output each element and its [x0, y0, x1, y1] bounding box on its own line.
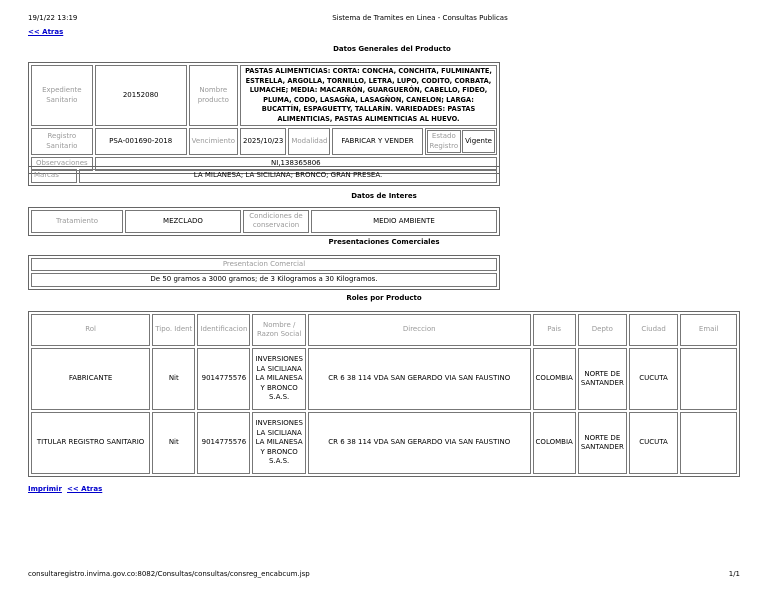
col-pais: Pais	[533, 314, 576, 346]
tipo-ident-cell: Nit	[152, 348, 195, 410]
condiciones-label: Condiciones de conservacion	[243, 210, 309, 233]
presentaciones-table	[28, 255, 500, 290]
nombre-value: PASTAS ALIMENTICIAS: CORTA: CONCHA, CONCHITA, FULMINANTE, ESTRELLA, ARGOLLA, TORNILLO, LETRA, LUPO, CODITO, CORBATA, LUMACHE; MEDIA: MACARRÓN, GUARGUERÓN, CABELLO, FIDEO, PLUMA, CODO, LASAGÑA, LASAGÑON, CANELON; LARGA: BUCATTÍN, ESPAGUETTY, TALLARÍN. VARIEDADES: PASTAS ALIMENTICIAS, PASTAS ALIMENTICIAS AL HUEVO.	[240, 65, 497, 126]
col-identificacion: Identificacion	[197, 314, 250, 346]
back-link-bottom[interactable]: << Atras	[67, 485, 103, 493]
col-email: Email	[680, 314, 737, 346]
estado-cell	[425, 128, 497, 155]
condiciones-value: MEDIO AMBIENTE	[311, 210, 497, 233]
identificacion-cell: 9014775576	[197, 348, 250, 410]
direccion-cell: CR 6 38 114 VDA SAN GERARDO VIA SAN FAUSTINO	[308, 348, 531, 410]
print-link[interactable]: Imprimir	[28, 485, 62, 493]
modalidad-label: Modalidad	[288, 128, 330, 155]
nombre-label: Nombre producto	[189, 65, 238, 126]
presentacion-value: De 50 gramos a 3000 gramos; de 3 Kilogramos a 30 Kilogramos.	[31, 273, 497, 286]
email-cell	[680, 348, 737, 410]
expediente-label: Expediente Sanitario	[31, 65, 93, 126]
back-link[interactable]: << Atras	[28, 28, 64, 36]
tratamiento-value: MEZCLADO	[125, 210, 241, 233]
depto-cell: NORTE DE SANTANDER	[578, 412, 627, 474]
registro-value: PSA-001690-2018	[95, 128, 187, 155]
tipo-ident-cell: Nit	[152, 412, 195, 474]
expediente-value: 20152080	[95, 65, 187, 126]
identificacion-cell: 9014775576	[197, 412, 250, 474]
roles-section-title: Roles por Producto	[346, 294, 422, 302]
col-rol: Rol	[31, 314, 150, 346]
ciudad-cell: CUCUTA	[629, 348, 678, 410]
col-direccion: Direccion	[308, 314, 531, 346]
modalidad-value: FABRICAR Y VENDER	[332, 128, 422, 155]
roles-table	[28, 311, 740, 477]
bottom-links	[28, 476, 102, 495]
rol-cell: TITULAR REGISTRO SANITARIO	[31, 412, 150, 474]
pais-cell: COLOMBIA	[533, 348, 576, 410]
table-row	[31, 412, 737, 474]
observaciones-value: NI,138365806	[95, 157, 497, 171]
print-datetime: 19/1/22 13:19	[28, 14, 78, 22]
page-number: 1/1	[728, 570, 740, 578]
registro-label: Registro Sanitario	[31, 128, 93, 155]
footer-url: consultaregistro.invima.gov.co:8082/Consultas/consultas/consreg_encabcum.jsp	[28, 570, 310, 578]
general-table	[28, 62, 500, 174]
depto-cell: NORTE DE SANTANDER	[578, 348, 627, 410]
marcas-table	[28, 166, 500, 186]
marcas-label: Marcas	[31, 169, 77, 183]
interes-table	[28, 207, 500, 236]
estado-label: Estado Registro	[427, 130, 462, 153]
estado-value: Vigente	[462, 130, 495, 153]
nombre-cell: INVERSIONES LA SICILIANA LA MILANESA Y BRONCO S.A.S.	[252, 348, 306, 410]
email-cell	[680, 412, 737, 474]
col-ciudad: Ciudad	[629, 314, 678, 346]
col-depto: Depto	[578, 314, 627, 346]
vencimiento-label: Vencimiento	[189, 128, 238, 155]
table-row	[31, 348, 737, 410]
general-section-title: Datos Generales del Producto	[333, 45, 451, 53]
presentacion-header: Presentacion Comercial	[31, 258, 497, 271]
rol-cell: FABRICANTE	[31, 348, 150, 410]
observaciones-label: Observaciones	[31, 157, 93, 171]
tratamiento-label: Tratamiento	[31, 210, 123, 233]
pais-cell: COLOMBIA	[533, 412, 576, 474]
col-tipo-ident: Tipo. Ident	[152, 314, 195, 346]
ciudad-cell: CUCUTA	[629, 412, 678, 474]
interes-section-title: Datos de Interes	[351, 192, 417, 200]
col-nombre: Nombre / Razon Social	[252, 314, 306, 346]
presentaciones-section-title: Presentaciones Comerciales	[328, 238, 440, 246]
vencimiento-value: 2025/10/23	[240, 128, 286, 155]
marcas-value: LA MILANESA; LA SICILIANA; BRONCO; GRAN PRESEA.	[79, 169, 497, 183]
roles-header-row	[31, 314, 737, 346]
nombre-cell: INVERSIONES LA SICILIANA LA MILANESA Y BRONCO S.A.S.	[252, 412, 306, 474]
direccion-cell: CR 6 38 114 VDA SAN GERARDO VIA SAN FAUSTINO	[308, 412, 531, 474]
page-title: Sistema de Tramites en Linea - Consultas Publicas	[332, 14, 508, 22]
